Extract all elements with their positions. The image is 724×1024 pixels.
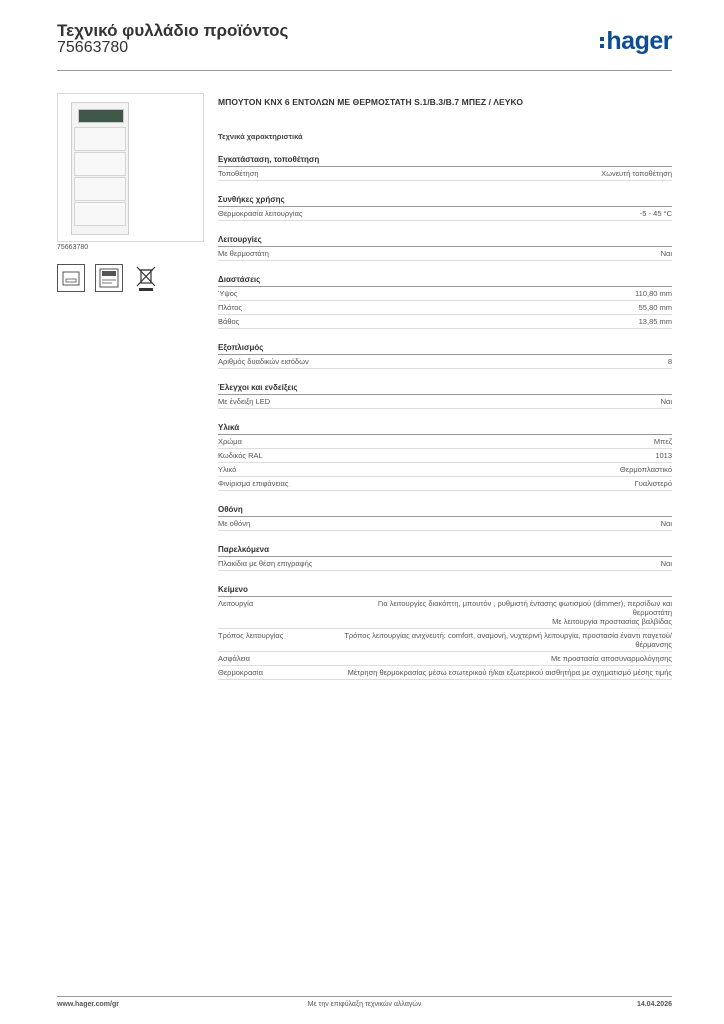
- spec-value: Ναι: [660, 559, 672, 568]
- device-key: [74, 177, 126, 201]
- product-title: ΜΠΟΥΤΟΝ KNX 6 ΕΝΤΟΛΩΝ ΜΕ ΘΕΡΜΟΣΤΑΤΗ S.1/B.3/B.7 ΜΠΕΖ / ΛΕΥΚΟ: [218, 97, 524, 107]
- spec-label: Τρόπος λειτουργίας: [218, 631, 284, 640]
- spec-value: 8: [667, 357, 672, 366]
- logo-dots-icon: [600, 37, 604, 48]
- display-icon: [95, 264, 123, 292]
- spec-row: [218, 477, 672, 491]
- spec-value: 1013: [655, 451, 672, 460]
- page-header: [57, 18, 672, 71]
- section-title: Έλεγχοι και ενδείξεις: [218, 383, 672, 395]
- device-key: [74, 152, 126, 176]
- spec-value: Τρόπος λειτουργίας ανιχνευτή: comfort, αναμονή, νυχτερινή λειτουργία, προστασία έναντι παγετού/θέρμανσης: [344, 631, 672, 649]
- spec-value: Ναι: [660, 519, 672, 528]
- spec-label: Βάθος: [218, 317, 240, 326]
- spec-value: Θερμοπλαστικό: [619, 465, 672, 474]
- spec-row: [218, 449, 672, 463]
- spec-row: [218, 597, 672, 629]
- section-title: Οθόνη: [218, 505, 672, 517]
- spec-label: Ασφάλεια: [218, 654, 250, 663]
- spec-label: Πλακίδια με θέση επιγραφής: [218, 559, 313, 568]
- footer-notice: Με την επιφύλαξη τεχνικών αλλαγών: [307, 1001, 422, 1008]
- spec-label: Αριθμός δυαδικών εισόδων: [218, 357, 309, 366]
- section-title: Λειτουργίες: [218, 235, 672, 247]
- spec-row: [218, 666, 672, 680]
- spec-value: Ναι: [660, 249, 672, 258]
- spec-value: 110,80 mm: [635, 289, 672, 298]
- spec-value: Μπεζ: [653, 437, 672, 446]
- hager-logo: hager: [600, 26, 672, 56]
- spec-label: Με ένδειξη LED: [218, 397, 271, 406]
- spec-row: [218, 247, 672, 261]
- section-title: Παρελκόμενα: [218, 545, 672, 557]
- product-image-code: 75663780: [57, 244, 89, 251]
- spec-value: Για λειτουργίες διακόπτη, μπουτόν , ρυθμιστή έντασης φωτισμού (dimmer), περσίδων και θερμοστάτη Με λειτουργία προστασίας βαλβίδας: [377, 599, 672, 626]
- footer-date: 14.04.2026: [636, 1001, 672, 1008]
- product-icons: [57, 264, 161, 292]
- weee-recycle-icon: [133, 264, 161, 292]
- device-key: [74, 127, 126, 151]
- spec-label: Θερμοκρασία: [218, 668, 263, 677]
- document-code: 75663780: [57, 39, 129, 56]
- spec-label: Τοποθέτηση: [218, 169, 259, 178]
- section-title: Κείμενο: [218, 585, 672, 597]
- spec-value: Ναι: [660, 397, 672, 406]
- spec-row: [218, 287, 672, 301]
- device-front-icon: [57, 264, 85, 292]
- spec-sections: [218, 155, 672, 680]
- section-title: Υλικά: [218, 423, 672, 435]
- spec-value: Μέτρηση θερμοκρασίας μέσω εσωτερικού ή/και εξωτερικού αισθητήρα με σχηματισμό μέσης τιμής: [347, 668, 672, 677]
- spec-row: [218, 207, 672, 221]
- page-footer: [57, 996, 672, 1008]
- section-title: Διαστάσεις: [218, 275, 672, 287]
- spec-row: [218, 463, 672, 477]
- spec-value: 55,80 mm: [638, 303, 672, 312]
- footer-url[interactable]: www.hager.com/gr: [57, 1001, 119, 1008]
- spec-label: Ύψος: [218, 289, 238, 298]
- spec-row: [218, 517, 672, 531]
- spec-row: [218, 315, 672, 329]
- spec-label: Υλικό: [218, 465, 237, 474]
- spec-value: Χωνευτή τοποθέτηση: [601, 169, 672, 178]
- document-title: Τεχνικό φυλλάδιο προϊόντος: [57, 21, 289, 40]
- spec-label: Θερμοκρασία λειτουργίας: [218, 209, 303, 218]
- spec-value: 13,85 mm: [638, 317, 672, 326]
- spec-row: [218, 301, 672, 315]
- spec-row: [218, 435, 672, 449]
- section-title: Εγκατάσταση, τοποθέτηση: [218, 155, 672, 167]
- spec-label: Κωδικός RAL: [218, 451, 263, 460]
- spec-label: Λειτουργία: [218, 599, 254, 608]
- specs-column: [218, 97, 672, 680]
- spec-row: [218, 395, 672, 409]
- spec-label: Με οθόνη: [218, 519, 251, 528]
- spec-value: Με προστασία αποσυναρμολόγησης: [551, 654, 672, 663]
- spec-row: [218, 557, 672, 571]
- spec-label: Φινίρισμα επιφάνειας: [218, 479, 289, 488]
- device-illustration: [71, 102, 129, 235]
- spec-row: [218, 652, 672, 666]
- spec-label: Πλάτος: [218, 303, 243, 312]
- tech-chars-heading: Τεχνικά χαρακτηριστικά: [218, 132, 303, 141]
- device-display: [78, 109, 124, 123]
- product-image: [57, 93, 204, 242]
- spec-label: Χρώμα: [218, 437, 242, 446]
- device-key: [74, 202, 126, 226]
- spec-row: [218, 629, 672, 652]
- section-title: Συνθήκες χρήσης: [218, 195, 672, 207]
- section-title: Εξοπλισμός: [218, 343, 672, 355]
- spec-value: -5 - 45 °C: [639, 209, 672, 218]
- spec-value: Γυαλιστερό: [634, 479, 672, 488]
- spec-row: [218, 355, 672, 369]
- spec-label: Με θερμοστάτη: [218, 249, 269, 258]
- spec-row: [218, 167, 672, 181]
